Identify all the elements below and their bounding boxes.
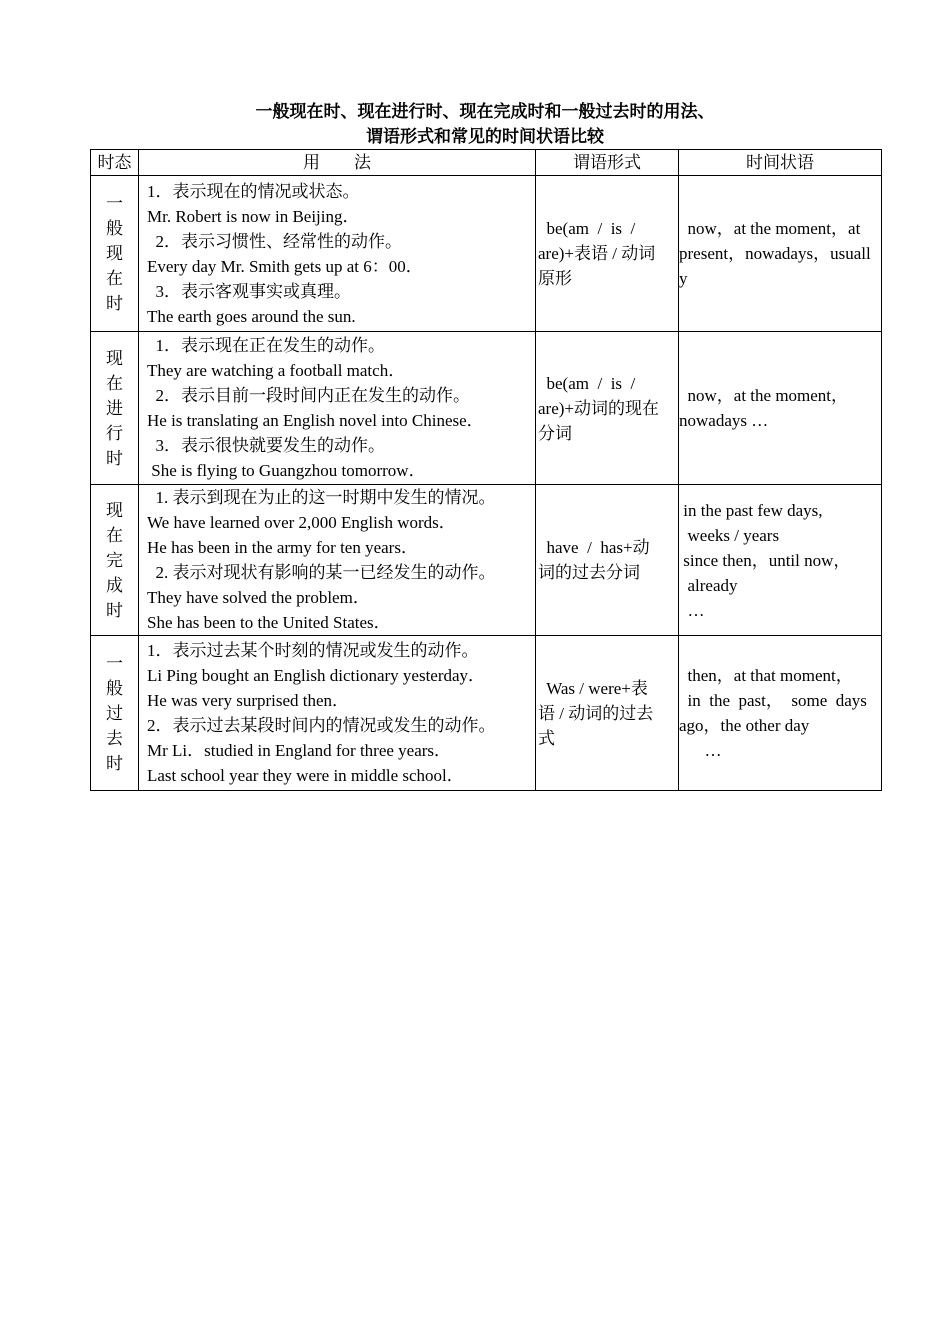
form-line: 语 / 动词的过去 bbox=[538, 703, 654, 723]
usage-line: He was very surprised then． bbox=[147, 691, 350, 710]
header-adverbial: 时间状语 bbox=[679, 150, 882, 176]
usage-line: 1．表示现在正在发生的动作。 bbox=[147, 336, 385, 355]
usage-cell bbox=[139, 176, 536, 332]
usage-line: We have learned over 2,000 English words． bbox=[147, 513, 456, 532]
tense-char: 般 bbox=[106, 678, 123, 698]
adverbial-line: nowadays … bbox=[679, 411, 769, 430]
adverbial-line: then，at that moment， bbox=[679, 666, 853, 685]
adverbial-line: now，at the moment，at bbox=[679, 219, 861, 238]
adverbial-line: since then，until now， bbox=[679, 550, 851, 570]
usage-cell bbox=[139, 636, 536, 791]
form-line: are)+表语 / 动词 bbox=[538, 244, 656, 263]
adverbial-line: present，nowadays，usuall bbox=[679, 244, 871, 263]
table-header-row bbox=[91, 150, 882, 176]
table-row bbox=[91, 485, 882, 636]
header-form: 谓语形式 bbox=[536, 150, 679, 176]
usage-line: 2．表示过去某段时间内的情况或发生的动作。 bbox=[147, 716, 496, 735]
adverbial-line: weeks / years bbox=[679, 525, 780, 545]
usage-line: The earth goes around the sun. bbox=[147, 306, 356, 326]
predicate-form-cell bbox=[536, 485, 679, 636]
tense-char: 般 bbox=[106, 219, 123, 238]
usage-line: Mr Li．studied in England for three years． bbox=[147, 741, 452, 760]
header-tense: 时态 bbox=[91, 150, 139, 176]
adverbial-line: already bbox=[679, 575, 738, 595]
usage-line: Every day Mr. Smith gets up at 6：00． bbox=[147, 256, 423, 276]
time-adverbial-cell bbox=[679, 332, 882, 485]
usage-line: Li Ping bought an English dictionary yesterday． bbox=[147, 666, 486, 685]
usage-line: 2．表示习惯性、经常性的动作。 bbox=[147, 231, 402, 251]
adverbial-line: … bbox=[679, 600, 705, 620]
table-row bbox=[91, 332, 882, 485]
usage-line: 1．表示现在的情况或状态。 bbox=[147, 181, 360, 201]
document-title-line-1: 一般现在时、现在进行时、现在完成时和一般过去时的用法、 bbox=[255, 102, 715, 121]
usage-line: 1．表示过去某个时刻的情况或发生的动作。 bbox=[147, 641, 479, 660]
header-usage: 用 法 bbox=[139, 150, 536, 176]
tense-char: 成 bbox=[106, 575, 123, 595]
tense-char: 时 bbox=[106, 448, 123, 468]
usage-line: She has been to the United States． bbox=[147, 613, 391, 632]
time-adverbial-cell bbox=[679, 636, 882, 791]
form-line: 式 bbox=[538, 728, 555, 748]
form-line: are)+动词的现在 bbox=[538, 398, 660, 418]
tense-char: 现 bbox=[106, 244, 123, 263]
usage-line: They have solved the problem． bbox=[147, 588, 370, 607]
table-row bbox=[91, 636, 882, 791]
tense-char: 现 bbox=[106, 348, 123, 368]
tense-char: 在 bbox=[106, 269, 123, 288]
tense-name-cell bbox=[91, 636, 139, 791]
tense-name-cell bbox=[91, 176, 139, 332]
tense-char: 时 bbox=[106, 753, 123, 773]
usage-line: She is flying to Guangzhou tomorrow． bbox=[147, 461, 426, 480]
document-title-line-2: 谓语形式和常见的时间状语比较 bbox=[366, 127, 604, 146]
tense-char: 时 bbox=[106, 600, 123, 620]
tense-char: 完 bbox=[106, 550, 123, 570]
usage-line: Mr. Robert is now in Beijing． bbox=[147, 206, 360, 226]
usage-line: They are watching a football match． bbox=[147, 361, 406, 380]
tense-name-cell bbox=[91, 485, 139, 636]
form-line: 分词 bbox=[538, 423, 572, 443]
predicate-form-cell bbox=[536, 332, 679, 485]
usage-line: He is translating an English novel into Chinese． bbox=[147, 411, 484, 430]
adverbial-line: in the past few days, bbox=[679, 500, 823, 520]
adverbial-line: y bbox=[679, 269, 688, 288]
predicate-form-cell bbox=[536, 176, 679, 332]
usage-line: 3．表示很快就要发生的动作。 bbox=[147, 436, 385, 455]
form-line: be(am / is / bbox=[538, 373, 636, 393]
tense-char: 过 bbox=[106, 703, 123, 723]
time-adverbial-cell bbox=[679, 485, 882, 636]
tense-char: 进 bbox=[106, 398, 123, 418]
tense-name-cell bbox=[91, 332, 139, 485]
tense-comparison-table bbox=[90, 149, 882, 791]
usage-cell bbox=[139, 485, 536, 636]
usage-line: Last school year they were in middle school． bbox=[147, 766, 464, 785]
tense-char: 行 bbox=[106, 423, 123, 443]
form-line: Was / were+表 bbox=[538, 678, 648, 698]
time-adverbial-cell bbox=[679, 176, 882, 332]
tense-char: 时 bbox=[106, 294, 123, 313]
tense-char: 现 bbox=[106, 500, 123, 520]
form-line: have / has+动 bbox=[538, 538, 650, 557]
usage-line: 2．表示目前一段时间内正在发生的动作。 bbox=[147, 386, 470, 405]
adverbial-line: … bbox=[679, 741, 722, 760]
usage-cell bbox=[139, 332, 536, 485]
usage-line: 2. 表示对现状有影响的某一已经发生的动作。 bbox=[147, 563, 496, 582]
form-line: 原形 bbox=[538, 269, 572, 288]
table-row bbox=[91, 176, 882, 332]
form-line: 词的过去分词 bbox=[538, 563, 640, 582]
tense-char: 去 bbox=[106, 728, 123, 748]
adverbial-line: ago，the other day bbox=[679, 716, 810, 735]
usage-line: 1. 表示到现在为止的这一时期中发生的情况。 bbox=[147, 488, 496, 507]
tense-char: 一 bbox=[106, 653, 123, 673]
tense-char: 在 bbox=[106, 525, 123, 545]
form-line: be(am / is / bbox=[538, 219, 636, 238]
usage-line: 3．表示客观事实或真理。 bbox=[147, 281, 351, 301]
adverbial-line: in the past， some days bbox=[679, 691, 867, 710]
predicate-form-cell bbox=[536, 636, 679, 791]
tense-char: 一 bbox=[106, 194, 123, 213]
usage-line: He has been in the army for ten years． bbox=[147, 538, 418, 557]
adverbial-line: now，at the moment， bbox=[679, 386, 849, 405]
tense-char: 在 bbox=[106, 373, 123, 393]
